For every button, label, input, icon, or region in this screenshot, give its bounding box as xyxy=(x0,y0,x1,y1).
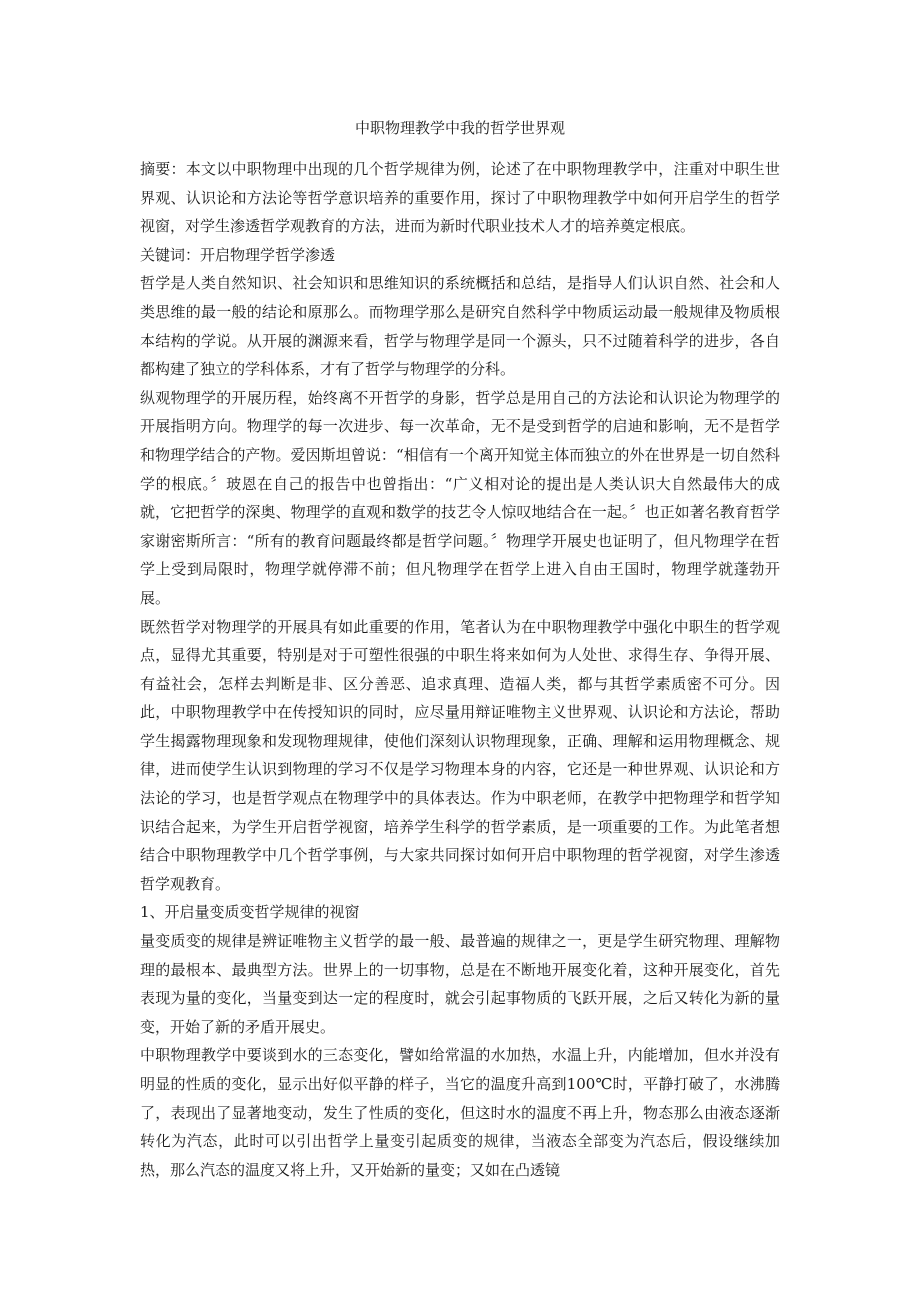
document-title: 中职物理教学中我的哲学世界观 xyxy=(354,119,565,137)
document-body xyxy=(140,155,780,1184)
section-heading: 1、开启量变质变哲学规律的视窗 xyxy=(140,903,360,922)
body-paragraph: 量变质变的规律是辨证唯物主义哲学的最一般、最普遍的规律之一，更是学生研究物理、理解物理的最根本、最典型方法。世界上的一切事物，总是在不断地开展变化着，这种开展变化，首先表现为量的变化，当量变到达一定的程度时，就会引起事物质的飞跃开展，之后又转化为新的量变，开始了新的矛盾开展史。 xyxy=(140,932,780,1036)
body-paragraph: 既然哲学对物理学的开展具有如此重要的作用，笔者认为在中职物理教学中强化中职生的哲学观点，显得尤其重要，特别是对于可塑性很强的中职生将来如何为人处世、求得生存、争得开展、有益社会，怎样去判断是非、区分善恶、追求真理、造福人类，都与其哲学素质密不可分。因此，中职物理教学中在传授知识的同时，应尽量用辩证唯物主义世界观、认识论和方法论，帮助学生揭露物理现象和发现物理规律，使他们深刻认识物理现象，正确、理解和运用物理概念、规律，进而使学生认识到物理的学习不仅是学习物理本身的内容，它还是一种世界观、认识论和方法论的学习，也是哲学观点在物理学中的具体表达。作为中职老师，在教学中把物理学和哲学知识结合起来，为学生开启哲学视窗，培养学生科学的哲学素质，是一项重要的工作。为此笔者想结合中职物理教学中几个哲学事例，与大家共同探讨如何开启中职物理的哲学视窗，对学生渗透哲学观教育。 xyxy=(140,617,780,893)
body-paragraph: 纵观物理学的开展历程，始终离不开哲学的身影，哲学总是用自己的方法论和认识论为物理学的开展指明方向。物理学的每一次进步、每一次革命，无不是受到哲学的启迪和影响，无不是哲学和物理学结合的产物。爱因斯坦曾说：“相信有一个离开知觉主体而独立的外在世界是一切自然科学的根底。〞玻恩在自己的报告中也曾指出：“广义相对论的提出是人类认识大自然最伟大的成就，它把哲学的深奥、物理学的直观和数学的技艺令人惊叹地结合在一起。〞也正如著名教育哲学家谢密斯所言：“所有的教育问题最终都是哲学问题。〞物理学开展史也证明了，但凡物理学在哲学上受到局限时，物理学就停滞不前；但凡物理学在哲学上进入自由王国时，物理学就蓬勃开展。 xyxy=(140,388,780,607)
abstract-paragraph: 摘要：本文以中职物理中出现的几个哲学规律为例，论述了在中职物理教学中，注重对中职生世界观、认识论和方法论等哲学意识培养的重要作用，探讨了中职物理教学中如何开启学生的哲学视窗，对学生渗透哲学观教育的方法，进而为新时代职业技术人才的培养奠定根底。 xyxy=(140,160,780,236)
body-paragraph: 中职物理教学中要谈到水的三态变化，譬如给常温的水加热，水温上升，内能增加，但水并没有明显的性质的变化，显示出好似平静的样子，当它的温度升高到100℃时，平静打破了，水沸腾了，表现出了显著地变动，发生了性质的变化，但这时水的温度不再上升，物态那么由液态逐渐转化为汽态，此时可以引出哲学上量变引起质变的规律，当液态全部变为汽态后，假设继续加热，那么汽态的温度又将上升，又开始新的量变；又如在凸透镜 xyxy=(140,1046,780,1179)
body-paragraph: 哲学是人类自然知识、社会知识和思维知识的系统概括和总结，是指导人们认识自然、社会和人类思维的最一般的结论和原那么。而物理学那么是研究自然科学中物质运动最一般规律及物质根本结构的学说。从开展的渊源来看，哲学与物理学是同一个源头，只不过随着科学的进步，各自都构建了独立的学科体系，才有了哲学与物理学的分科。 xyxy=(140,274,780,379)
keywords-line: 关键词：开启物理学哲学渗透 xyxy=(140,245,336,264)
